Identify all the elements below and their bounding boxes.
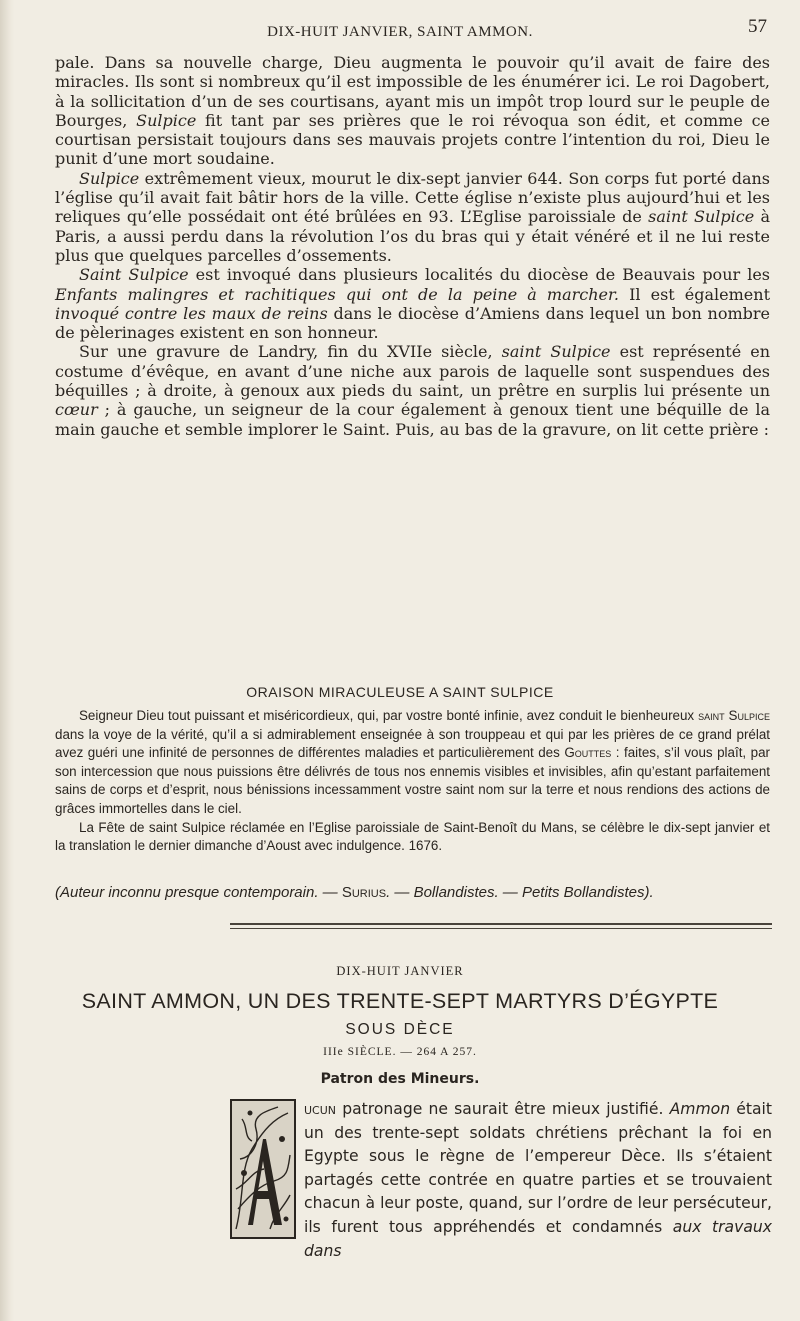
entry-lead-text (304, 1098, 772, 1263)
prayer-title: ORAISON MIRACULEUSE A SAINT SULPICE (246, 684, 554, 700)
paragraph: pale. Dans sa nouvelle charge, Dieu augmenta le pouvoir qu’il avait de faire des miracles. Ils sont si nombreux qu’il est impossible de les énumérer ici. Le roi Dagobert, à la sollicitation d’un de ses courtisans, ayant mis un impôt trop lourd sur le peuple de Bourges, Sulpice fit tant par ses prières que le roi révoqua son édit, et comme ce courtisan persistait toujours dans ses mauvais projets contre l’intention du roi, Dieu le punit d’une mort soudaine. (55, 53, 771, 169)
prayer-text (55, 707, 770, 856)
entry-century: IIIe SIÈCLE. — 264 A 257. (323, 1046, 477, 1058)
paragraph: Sulpice extrêmement vieux, mourut le dix-sept janvier 644. Son corps fut porté dans l’église qu’il avait fait bâtir hors de la ville. Cette église n’existe plus aujourd’hui et les reliques qu’elle possédait ont été brûlées en 93. L’Eglise paroissiale de saint Sulpice à Paris, a aussi perdu dans la révolution l’os du bras qui y était vénéré et il ne lui reste plus que quelques parcelles d’ossements. (55, 168, 770, 265)
lead-paragraph: ucun patronage ne saurait être mieux justifié. Ammon était un des trente-sept soldats chrétiens prêchant la foi en Egypte sous le règne de l’empereur Dèce. Ils s’étaient partagés cette contrée en quatre parties et se trouvaient chacun à leur poste, quand, sur l’ordre de leur persécuteur, ils furent tous appréhendés et condamnés aux travaux dans (304, 1100, 773, 1260)
paragraph: Sur une gravure de Landry, fin du XVIIe siècle, saint Sulpice est représenté en costume d’évêque, en avant d’une niche aux parois de laquelle sont suspendues des béquilles ; à droite, à genoux aux pieds du saint, un prêtre en surplis lui présente un cœur ; à gauche, un seigneur de la cour également à genoux tient une béquille de la main gauche et semble implorer le Saint. Puis, au bas de la gravure, on lit cette prière : (55, 342, 771, 439)
entry-subtitle: SOUS DÈCE (345, 1021, 455, 1038)
patron-line: Patron des Mineurs. (320, 1071, 480, 1087)
entry-date: DIX-HUIT JANVIER (336, 964, 464, 978)
section-divider (230, 923, 772, 925)
section-divider-thin (230, 928, 772, 929)
feast-paragraph: La Fête de saint Sulpice réclamée en l’Eglise paroissiale de Saint-Benoît du Mans, se célèbre le dix-sept janvier et la translation le dernier dimanche d’Aoust avec indulgence. 1676. (55, 819, 770, 854)
paragraph: Saint Sulpice est invoqué dans plusieurs localités du diocèse de Beauvais pour les Enfants malingres et rachitiques qui ont de la peine à marcher. Il est également invoqué contre les maux de reins dans le diocèse d’Amiens dans lequel un bon nombre de pèlerinages existent en son honneur. (55, 265, 771, 343)
entry-title: SAINT AMMON, UN DES TRENTE-SEPT MARTYRS D’ÉGYPTE (81, 989, 719, 1013)
running-head: DIX-HUIT JANVIER, SAINT AMMON. (267, 24, 533, 40)
page-number: 57 (748, 16, 767, 37)
prayer-paragraph: Seigneur Dieu tout puissant et miséricordieux, qui, par vostre bonté infinie, avez conduit le bienheureux saint Sulpice dans la voye de la vérité, qu’il a si admirablement enseignée à son trouppeau et qui par les prières de ce grand prélat avez guéri une infinité de personnes de différentes maladies et particulièrement des Gouttes : faites, s’il vous plaît, par son intercession que nous puissions être délivrés de tous nos ennemis visibles et invisibles, afin qu’estant parfaitement sains de corps et d’esprit, nous bénissions incessamment vostre saint nom sur la terre et nous rendions des actions de grâces immortelles dans le ciel. (55, 708, 770, 816)
source-citation: (Auteur inconnu presque contemporain. — Surius. — Bollandistes. — Petits Bollandistes). (55, 884, 654, 901)
body-text (55, 53, 770, 439)
ornamental-letter-A-icon (230, 1099, 296, 1239)
page-edge (0, 0, 14, 1321)
